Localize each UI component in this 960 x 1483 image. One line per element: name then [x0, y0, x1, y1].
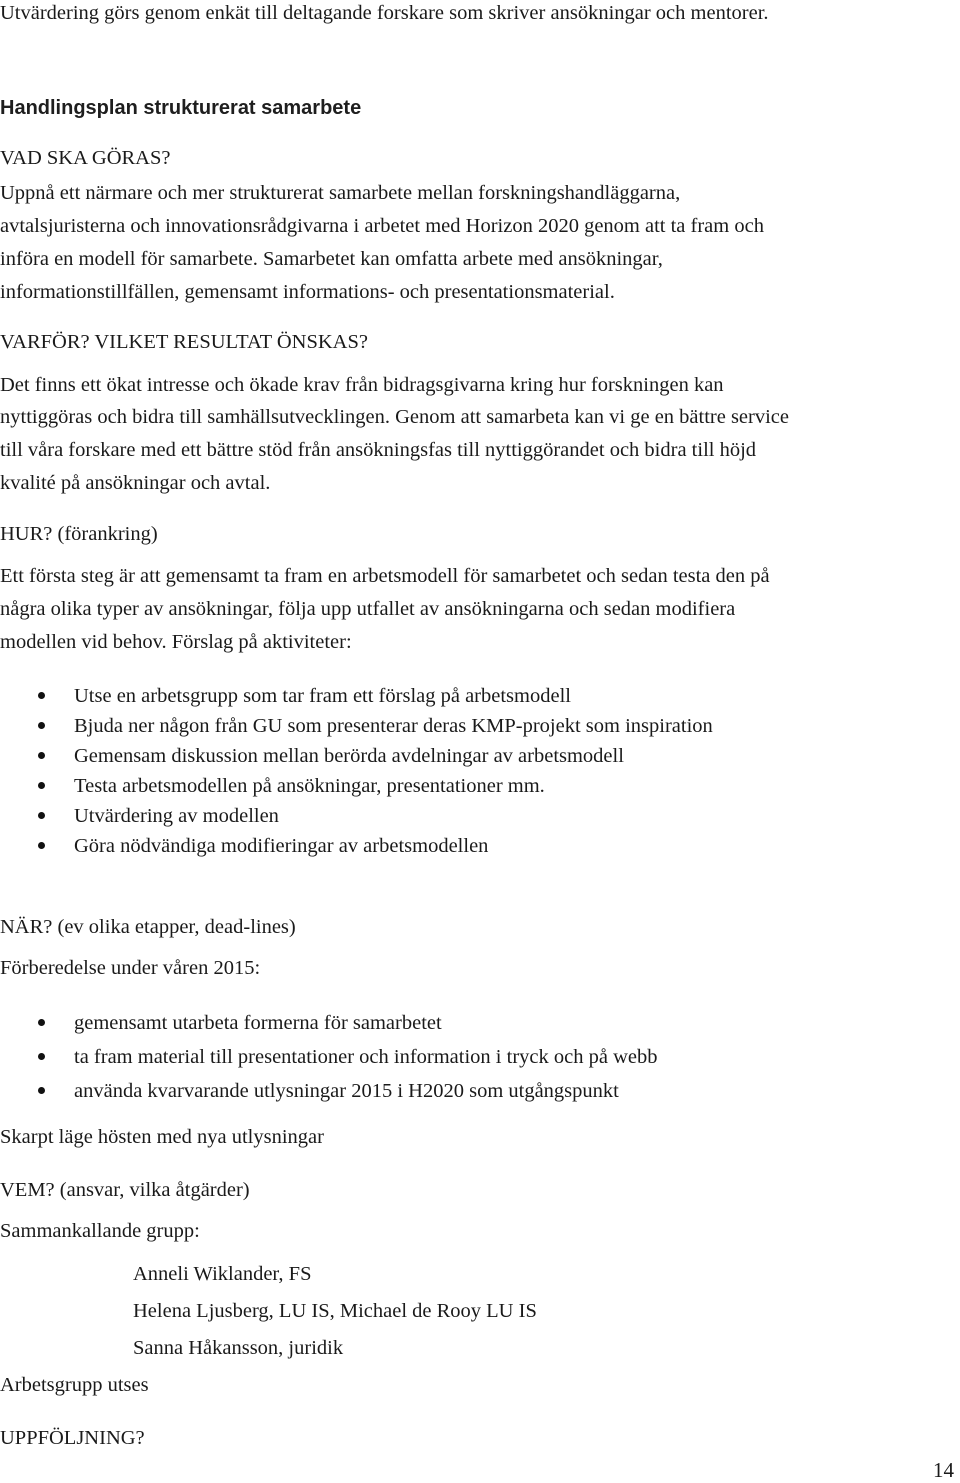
paragraph-line: till våra forskare med ett bättre stöd från ansökningsfas till nyttiggörandet och bidra till höjd	[0, 439, 757, 461]
paragraph-line: modellen vid behov. Förslag på aktiviteter:	[0, 631, 352, 653]
bullet-icon	[38, 842, 45, 849]
paragraph-line: Det finns ett ökat intresse och ökade krav från bidragsgivarna kring hur forskningen kan	[0, 374, 724, 396]
list-item-label: Utse en arbetsgrupp som tar fram ett förslag på arbetsmodell	[74, 685, 571, 707]
list-item-label: Göra nödvändiga modifieringar av arbetsmodellen	[74, 835, 489, 857]
prep-label: Förberedelse under våren 2015:	[0, 957, 261, 979]
bullet-icon	[38, 812, 45, 819]
why-label: VARFÖR? VILKET RESULTAT ÖNSKAS?	[0, 331, 368, 353]
group-member: Sanna Håkansson, juridik	[133, 1337, 344, 1359]
intro-text: Utvärdering görs genom enkät till deltagande forskare som skriver ansökningar och mentorer.	[0, 2, 769, 24]
what-label: VAD SKA GÖRAS?	[0, 147, 171, 169]
workgroup-text: Arbetsgrupp utses	[0, 1374, 149, 1396]
paragraph-line: några olika typer av ansökningar, följa upp utfallet av ansökningarna och sedan modifiera	[0, 598, 736, 620]
sharp-mode-text: Skarpt läge hösten med nya utlysningar	[0, 1126, 324, 1148]
followup-label: UPPFÖLJNING?	[0, 1427, 145, 1449]
page-number: 14	[933, 1458, 954, 1482]
list-item-label: Bjuda ner någon från GU som presenterar deras KMP-projekt som inspiration	[74, 715, 713, 737]
group-member: Anneli Wiklander, FS	[133, 1263, 312, 1285]
bullet-icon	[38, 1053, 45, 1060]
paragraph-line: Uppnå ett närmare och mer strukturerat samarbete mellan forskningshandläggarna,	[0, 182, 681, 204]
when-label: NÄR? (ev olika etapper, dead-lines)	[0, 916, 296, 938]
paragraph-line: införa en modell för samarbete. Samarbetet kan omfatta arbete med ansökningar,	[0, 248, 663, 270]
list-item-label: gemensamt utarbeta formerna för samarbetet	[74, 1012, 442, 1034]
paragraph-line: Ett första steg är att gemensamt ta fram en arbetsmodell för samarbetet och sedan testa den på	[0, 565, 770, 587]
how-label: HUR? (förankring)	[0, 523, 158, 545]
who-label: VEM? (ansvar, vilka åtgärder)	[0, 1179, 250, 1201]
paragraph-line: nyttiggöras och bidra till samhällsutvecklingen. Genom att samarbeta kan vi ge en bättre service	[0, 406, 789, 428]
section-heading: Handlingsplan strukturerat samarbete	[0, 97, 362, 119]
bullet-icon	[38, 692, 45, 699]
bullet-icon	[38, 752, 45, 759]
bullet-icon	[38, 782, 45, 789]
group-member: Helena Ljusberg, LU IS, Michael de Rooy LU IS	[133, 1300, 537, 1322]
list-item-label: Testa arbetsmodellen på ansökningar, presentationer mm.	[74, 775, 545, 797]
bullet-icon	[38, 1087, 45, 1094]
group-label: Sammankallande grupp:	[0, 1220, 200, 1242]
paragraph-line: avtalsjuristerna och innovationsrådgivarna i arbetet med Horizon 2020 genom att ta fram och	[0, 215, 764, 237]
paragraph-line: informationstillfällen, gemensamt informations- och presentationsmaterial.	[0, 281, 615, 303]
bullet-icon	[38, 1019, 45, 1026]
list-item-label: använda kvarvarande utlysningar 2015 i H2020 som utgångspunkt	[74, 1080, 619, 1102]
list-item-label: ta fram material till presentationer och information i tryck och på webb	[74, 1046, 658, 1068]
list-item-label: Utvärdering av modellen	[74, 805, 279, 827]
list-item-label: Gemensam diskussion mellan berörda avdelningar av arbetsmodell	[74, 745, 624, 767]
paragraph-line: kvalité på ansökningar och avtal.	[0, 472, 271, 494]
bullet-icon	[38, 722, 45, 729]
